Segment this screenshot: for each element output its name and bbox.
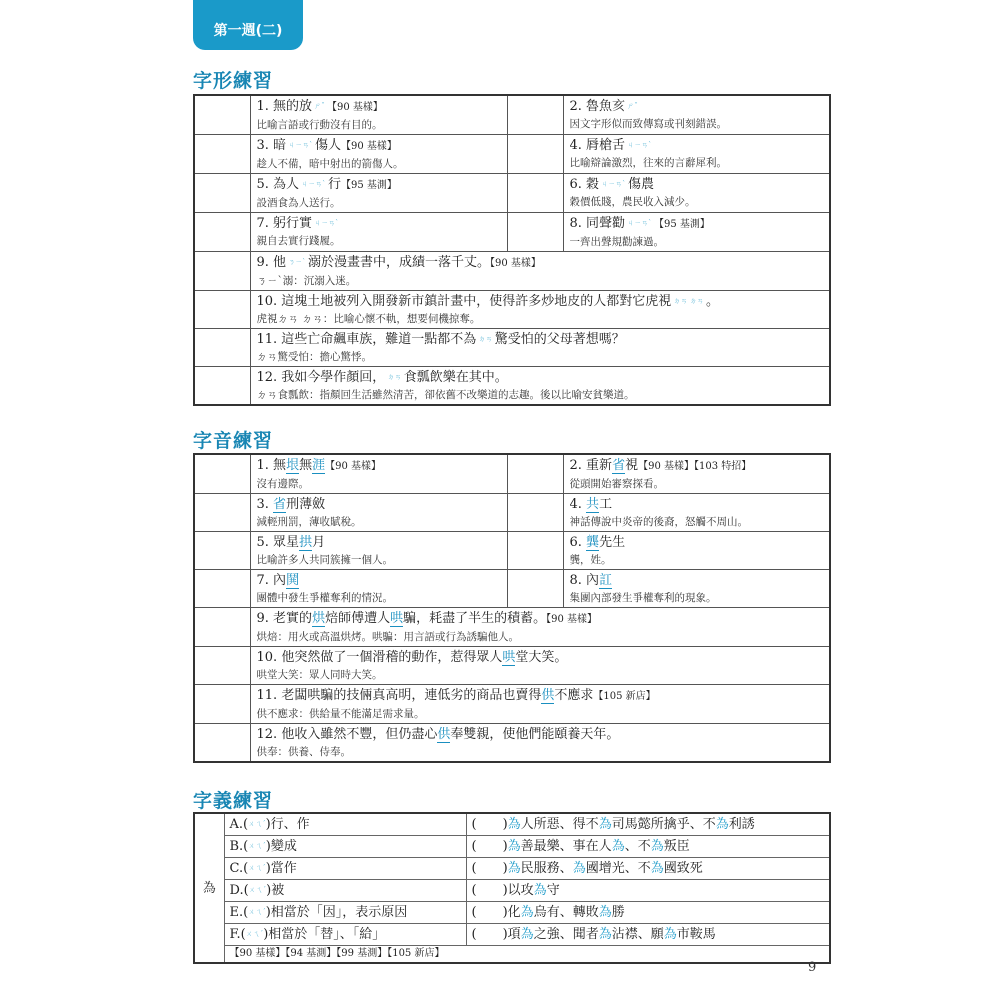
highlighted-char: 為 <box>598 817 612 832</box>
meaning-option: D.(ㄨㄟˊ)被 <box>224 880 466 902</box>
zhuyin-annotation: ㄐㄧㄢˋ <box>625 219 654 227</box>
item-text: 3. 暗 ㄐㄧㄢˋ 傷人【90 基樣】 <box>256 138 397 153</box>
answer-blank: ( ) <box>471 817 508 832</box>
sound-item <box>250 454 507 494</box>
shape-practice-table <box>193 94 831 406</box>
answer-blank <box>507 95 563 135</box>
table-row <box>194 946 830 964</box>
exam-tag: 【90 基樣】 <box>341 141 397 152</box>
shape-item <box>250 174 507 213</box>
zhuyin-annotation: ㄐㄧㄢˋ <box>299 180 328 188</box>
item-text: 6. 龔先生 <box>569 535 626 550</box>
item-definition: 龔，姓。 <box>569 554 612 566</box>
item-text: 2. 魯魚亥 ㄕˇ <box>569 99 638 114</box>
shape-item <box>563 95 830 135</box>
item-definition: ㄉㄢ驚受怕：擔心驚悸。 <box>256 351 372 363</box>
table-row <box>194 367 830 406</box>
item-definition: 神話傳說中炎帝的後裔，怒觸不周山。 <box>569 516 748 528</box>
table-row <box>194 135 830 174</box>
table-row <box>194 291 830 329</box>
zhuyin-annotation: ㄨㄟˊ <box>248 842 266 850</box>
meaning-option: A.(ㄨㄟˊ)行、作 <box>224 813 466 836</box>
table-row <box>194 608 830 647</box>
table-row <box>194 836 830 858</box>
item-definition: 設酒食為人送行。 <box>256 197 341 209</box>
item-text: 4. 共工 <box>569 497 613 512</box>
item-definition: 穀價低賤，農民收入減少。 <box>569 196 696 208</box>
week-label-tab: 第一週(二) <box>193 0 303 50</box>
highlighted-char: 供 <box>541 688 555 703</box>
shape-item <box>563 174 830 213</box>
highlighted-char: 為 <box>715 817 729 832</box>
item-definition: 趁人不備，暗中射出的箭傷人。 <box>256 158 404 170</box>
item-definition: 因文字形似而致傳寫或刊刻錯誤。 <box>569 118 727 130</box>
item-text: 11. 老闆哄騙的技倆真高明，連低劣的商品也賣得供不應求【105 新店】 <box>256 688 656 703</box>
meaning-practice-table <box>193 812 831 964</box>
table-row <box>194 174 830 213</box>
table-row <box>194 454 830 494</box>
highlighted-char: 為 <box>520 905 534 920</box>
answer-blank <box>194 174 250 213</box>
highlighted-char: 供 <box>437 727 451 742</box>
table-row <box>194 647 830 685</box>
highlighted-char: 涯 <box>312 458 326 473</box>
meaning-option: C.(ㄨㄟˊ)當作 <box>224 858 466 880</box>
exam-tag: 【95 基測】 <box>341 180 397 191</box>
item-definition: 烘焙：用火或高溫烘烤。哄騙：用言語或行為誘騙他人。 <box>256 631 519 643</box>
table-row <box>194 252 830 291</box>
table-row <box>194 570 830 608</box>
highlighted-char: 為 <box>611 839 625 854</box>
example-cell: ( )以攻為守 <box>466 880 830 902</box>
table-row <box>194 494 830 532</box>
item-definition: 團體中發生爭權奪利的情況。 <box>256 592 393 604</box>
meaning-option: E.(ㄨㄟˊ)相當於「因」，表示原因 <box>224 902 466 924</box>
section-title-meaning: 字義練習 <box>193 790 274 812</box>
sound-item <box>250 570 507 608</box>
highlighted-char: 為 <box>650 861 664 876</box>
highlighted-char: 哄 <box>390 611 404 626</box>
highlighted-char: 訌 <box>599 573 613 588</box>
answer-blank <box>194 647 250 685</box>
meaning-option: F.(ㄨㄟˊ)相當於「替」、「給」 <box>224 924 466 946</box>
table-row <box>194 858 830 880</box>
highlighted-char: 為 <box>507 839 521 854</box>
shape-item <box>250 135 507 174</box>
exam-tag: 【95 基測】 <box>654 219 710 230</box>
item-definition: 從頭開始審察探看。 <box>569 478 664 490</box>
exam-tags: 【90 基樣】【94 基測】【99 基測】【105 新店】 <box>224 946 830 964</box>
answer-blank: ( ) <box>471 927 508 942</box>
shape-item <box>250 291 830 329</box>
answer-blank <box>507 570 563 608</box>
item-text: 10. 這塊土地被列入開發新市鎮計畫中，使得許多炒地皮的人都對它虎視 ㄉㄢ ㄉㄢ 。 <box>256 294 720 309</box>
sound-item <box>250 532 507 570</box>
highlighted-char: 哄 <box>502 650 516 665</box>
answer-blank <box>194 724 250 763</box>
highlighted-char: 為 <box>507 861 521 876</box>
item-definition: 集團內部發生爭權奪利的現象。 <box>569 592 717 604</box>
shape-item <box>250 367 830 406</box>
zhuyin-annotation: ㄕˇ <box>312 102 327 110</box>
exam-tag: 【90 基樣】 <box>546 614 598 625</box>
highlighted-char: 省 <box>612 458 626 473</box>
example-cell: ( )化為烏有、轉敗為勝 <box>466 902 830 924</box>
example-cell: ( )為民服務、為國增光、不為國致死 <box>466 858 830 880</box>
item-text: 8. 同聲勸 ㄐㄧㄢˋ 【95 基測】 <box>569 216 710 231</box>
zhuyin-annotation: ㄨㄟˊ <box>248 864 266 872</box>
answer-blank: ( ) <box>471 839 508 854</box>
item-text: 8. 內訌 <box>569 573 613 588</box>
shape-item <box>250 213 507 252</box>
table-row <box>194 880 830 902</box>
sound-item <box>250 647 830 685</box>
answer-blank <box>194 532 250 570</box>
highlighted-char: 為 <box>650 839 664 854</box>
item-definition: 虎視ㄉㄢ ㄉㄢ：比喻心懷不軌，想要伺機掠奪。 <box>256 313 481 325</box>
highlighted-char: 為 <box>533 883 547 898</box>
table-row <box>194 213 830 252</box>
item-definition: 供奉：供養、侍奉。 <box>256 746 351 758</box>
table-row <box>194 924 830 946</box>
item-text: 5. 為人 ㄐㄧㄢˋ 行【95 基測】 <box>256 177 397 192</box>
shape-item <box>250 252 830 291</box>
zhuyin-annotation: ㄉㄢ <box>385 373 404 381</box>
item-text: 9. 他 ㄋㄧˋ 溺於漫畫書中，成績一落千丈。【90 基樣】 <box>256 255 541 270</box>
sound-item <box>563 570 830 608</box>
sound-item <box>250 494 507 532</box>
item-text: 2. 重新省視【90 基樣】【103 特招】 <box>569 458 752 473</box>
example-cell: ( )為人所惡、得不為司馬懿所擒乎、不為利誘 <box>466 813 830 836</box>
target-character: 為 <box>194 813 224 963</box>
answer-blank <box>507 454 563 494</box>
item-definition: 減輕刑罰，薄收賦稅。 <box>256 516 362 528</box>
item-definition: 供不應求：供給量不能滿足需求量。 <box>256 708 425 720</box>
answer-blank <box>507 135 563 174</box>
sound-item <box>250 685 830 724</box>
answer-blank <box>507 494 563 532</box>
answer-blank <box>194 213 250 252</box>
highlighted-char: 為 <box>598 927 612 942</box>
exam-tag: 【90 基樣】 <box>490 258 541 269</box>
answer-blank <box>194 685 250 724</box>
item-definition: 一齊出聲規勸諫過。 <box>569 236 664 248</box>
zhuyin-annotation: ㄨㄟˊ <box>245 930 264 938</box>
highlighted-char: 為 <box>572 861 586 876</box>
item-text: 11. 這些亡命飆車族，難道一點都不為 ㄉㄢ 驚受怕的父母著想嗎？ <box>256 332 625 347</box>
answer-blank <box>194 252 250 291</box>
section-title-sound: 字音練習 <box>193 430 274 452</box>
shape-item <box>563 213 830 252</box>
item-text: 4. 脣槍舌 ㄐㄧㄢˋ <box>569 138 652 153</box>
exam-tag: 【105 新店】 <box>593 691 656 702</box>
exam-tag: 【90 基樣】【103 特招】 <box>638 461 752 472</box>
item-definition: ㄋㄧˋ溺：沉溺入迷。 <box>256 275 357 287</box>
answer-blank <box>194 367 250 406</box>
zhuyin-annotation: ㄨㄟˊ <box>248 908 266 916</box>
zhuyin-annotation: ㄐㄧㄢˋ <box>286 141 315 149</box>
answer-blank <box>194 608 250 647</box>
highlighted-char: 為 <box>598 905 612 920</box>
item-text: 1. 無的放 ㄕˇ 【90 基樣】 <box>256 99 383 114</box>
zhuyin-annotation: ㄐㄧㄢˋ <box>312 219 339 227</box>
answer-blank <box>194 494 250 532</box>
answer-blank: ( ) <box>471 905 508 920</box>
table-row <box>194 532 830 570</box>
answer-blank <box>194 135 250 174</box>
zhuyin-annotation: ㄐㄧㄢˋ <box>625 141 652 149</box>
shape-item <box>250 329 830 367</box>
item-text: 3. 省刑薄斂 <box>256 497 326 512</box>
highlighted-char: 鬨 <box>286 573 300 588</box>
item-text: 9. 老實的烘焙師傅遭人哄騙，耗盡了半生的積蓄。【90 基樣】 <box>256 611 598 626</box>
exam-tag: 【90 基樣】 <box>325 461 382 472</box>
item-definition: 哄堂大笑：眾人同時大笑。 <box>256 669 383 681</box>
page-number: 9 <box>808 960 817 975</box>
answer-blank <box>507 532 563 570</box>
sound-item <box>563 494 830 532</box>
highlighted-char: 垠 <box>286 458 300 473</box>
table-row <box>194 329 830 367</box>
item-text: 5. 眾星拱月 <box>256 535 326 550</box>
item-text: 7. 內鬨 <box>256 573 300 588</box>
zhuyin-annotation: ㄉㄢ ㄉㄢ <box>671 297 706 305</box>
answer-blank <box>507 213 563 252</box>
table-row <box>194 685 830 724</box>
answer-blank <box>507 174 563 213</box>
item-definition: 沒有邊際。 <box>256 478 309 490</box>
highlighted-char: 省 <box>273 497 287 512</box>
sound-item <box>250 724 830 763</box>
exam-tag: 【90 基樣】 <box>327 102 383 113</box>
example-cell: ( )為善最樂、事在人為、不為叛臣 <box>466 836 830 858</box>
item-definition: 親自去實行踐履。 <box>256 235 341 247</box>
item-definition: 比喻許多人共同簇擁一個人。 <box>256 554 393 566</box>
table-row <box>194 724 830 763</box>
answer-blank <box>194 570 250 608</box>
answer-blank <box>194 454 250 494</box>
table-row <box>194 902 830 924</box>
highlighted-char: 拱 <box>299 535 313 550</box>
sound-item <box>250 608 830 647</box>
meaning-option: B.(ㄨㄟˊ)變成 <box>224 836 466 858</box>
answer-blank: ( ) <box>471 883 508 898</box>
answer-blank <box>194 95 250 135</box>
sound-item <box>563 532 830 570</box>
highlighted-char: 烘 <box>312 611 326 626</box>
highlighted-char: 共 <box>586 497 600 512</box>
sound-practice-table <box>193 453 831 763</box>
highlighted-char: 為 <box>663 927 677 942</box>
highlighted-char: 龔 <box>586 535 600 550</box>
table-row <box>194 813 830 836</box>
answer-blank <box>194 329 250 367</box>
zhuyin-annotation: ㄐㄧㄢˋ <box>599 180 628 188</box>
sound-item <box>563 454 830 494</box>
item-definition: ㄉㄢ食瓢飲：指顏回生活雖然清苦，卻依舊不改樂道的志趣。後以比喻安貧樂道。 <box>256 389 635 401</box>
zhuyin-annotation: ㄕˇ <box>625 102 638 110</box>
highlighted-char: 為 <box>507 817 521 832</box>
shape-item <box>250 95 507 135</box>
item-text: 7. 躬行實 ㄐㄧㄢˋ <box>256 216 339 231</box>
answer-blank <box>194 291 250 329</box>
zhuyin-annotation: ㄨㄟˊ <box>248 820 266 828</box>
answer-blank: ( ) <box>471 861 508 876</box>
item-text: 10. 他突然做了一個滑稽的動作，惹得眾人哄堂大笑。 <box>256 650 568 665</box>
item-definition: 比喻言語或行動沒有目的。 <box>256 119 383 131</box>
zhuyin-annotation: ㄨㄟˊ <box>248 886 267 894</box>
item-text: 12. 我如今學作顏回， ㄉㄢ 食瓢飲樂在其中。 <box>256 370 508 385</box>
item-definition: 比喻辯論激烈，往來的言辭犀利。 <box>569 157 727 169</box>
zhuyin-annotation: ㄋㄧˋ <box>286 258 308 266</box>
section-title-shape: 字形練習 <box>193 70 274 92</box>
zhuyin-annotation: ㄉㄢ <box>476 335 495 343</box>
item-text: 12. 他收入雖然不豐，但仍盡心供奉雙親，使他們能頤養天年。 <box>256 727 620 742</box>
highlighted-char: 為 <box>520 927 534 942</box>
item-text: 1. 無垠無涯【90 基樣】 <box>256 458 382 473</box>
shape-item <box>563 135 830 174</box>
table-row <box>194 95 830 135</box>
item-text: 6. 穀 ㄐㄧㄢˋ 傷農 <box>569 177 655 192</box>
example-cell: ( )項為之強、聞者為沾襟、願為市鞍馬 <box>466 924 830 946</box>
